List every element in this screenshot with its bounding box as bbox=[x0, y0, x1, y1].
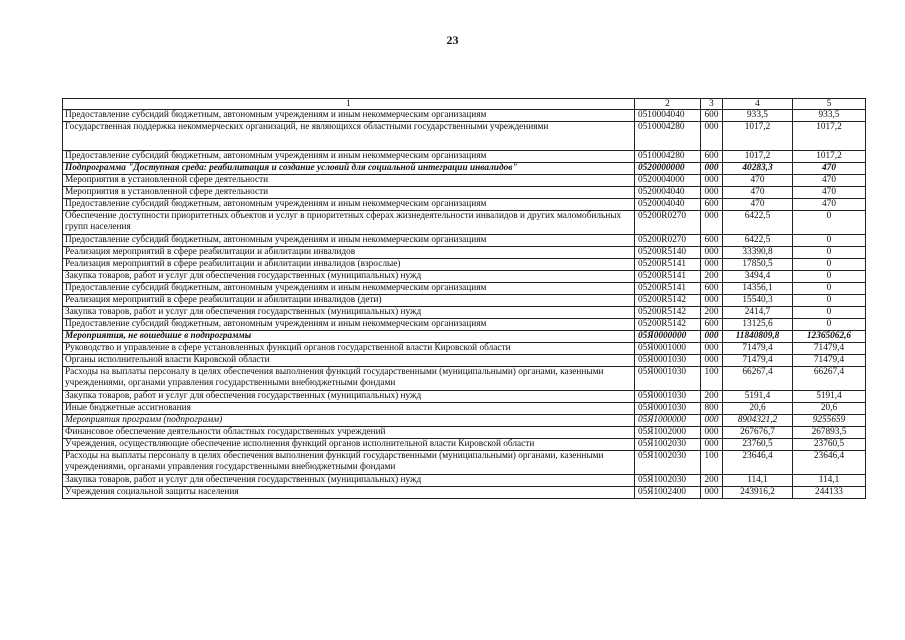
header-cell-5: 5 bbox=[793, 99, 866, 110]
row-code-cell: 0510004280 bbox=[635, 122, 701, 151]
row-amount-1-cell: 15540,3 bbox=[723, 295, 793, 307]
row-type-cell: 000 bbox=[701, 343, 723, 355]
row-name-cell: Органы исполнительной власти Кировской области bbox=[63, 355, 635, 367]
table-row bbox=[63, 391, 866, 403]
table-row bbox=[63, 439, 866, 451]
row-amount-2-cell: 1017,2 bbox=[793, 151, 866, 163]
row-code-cell: 05Я1000000 bbox=[635, 415, 701, 427]
table-row bbox=[63, 283, 866, 295]
row-code-cell: 05Я0001030 bbox=[635, 391, 701, 403]
row-amount-2-cell: 244133 bbox=[793, 487, 866, 499]
row-name-cell: Мероприятия программ (подпрограмм) bbox=[63, 415, 635, 427]
row-amount-2-cell: 0 bbox=[793, 211, 866, 235]
row-amount-2-cell: 0 bbox=[793, 271, 866, 283]
row-type-cell: 600 bbox=[701, 283, 723, 295]
row-code-cell: 05Я0001000 bbox=[635, 343, 701, 355]
row-name-cell: Предоставление субсидий бюджетным, автономным учреждениям и иным некоммерческим организациям bbox=[63, 283, 635, 295]
row-amount-2-cell: 0 bbox=[793, 247, 866, 259]
header-cell-1: 1 bbox=[63, 99, 635, 110]
row-type-cell: 100 bbox=[701, 367, 723, 391]
row-code-cell: 0520004000 bbox=[635, 175, 701, 187]
row-code-cell: 05200R5141 bbox=[635, 283, 701, 295]
row-name-cell: Закупка товаров, работ и услуг для обеспечения государственных (муниципальных) нужд bbox=[63, 271, 635, 283]
row-amount-2-cell: 470 bbox=[793, 187, 866, 199]
table-row bbox=[63, 187, 866, 199]
row-code-cell: 0520004040 bbox=[635, 187, 701, 199]
row-amount-1-cell: 17850,5 bbox=[723, 259, 793, 271]
row-type-cell: 000 bbox=[701, 331, 723, 343]
table-row bbox=[63, 367, 866, 391]
row-name-cell: Руководство и управление в сфере установленных функций органов государственной власти Кировской области bbox=[63, 343, 635, 355]
row-code-cell: 05Я1002400 bbox=[635, 487, 701, 499]
row-type-cell: 000 bbox=[701, 415, 723, 427]
row-amount-2-cell: 933,5 bbox=[793, 110, 866, 122]
row-type-cell: 000 bbox=[701, 355, 723, 367]
row-type-cell: 600 bbox=[701, 319, 723, 331]
table-row bbox=[63, 110, 866, 122]
row-amount-2-cell: 470 bbox=[793, 163, 866, 175]
row-name-cell: Мероприятия в установленной сфере деятельности bbox=[63, 175, 635, 187]
row-amount-2-cell: 5191,4 bbox=[793, 391, 866, 403]
row-amount-2-cell: 0 bbox=[793, 295, 866, 307]
row-amount-1-cell: 1017,2 bbox=[723, 151, 793, 163]
row-name-cell: Предоставление субсидий бюджетным, автономным учреждениям и иным некоммерческим организациям bbox=[63, 199, 635, 211]
table-row bbox=[63, 331, 866, 343]
row-amount-1-cell: 470 bbox=[723, 187, 793, 199]
row-name-cell: Подпрограмма "Доступная среда: реабилитация и создание условий для социальной интеграции инвалидов" bbox=[63, 163, 635, 175]
row-name-cell: Предоставление субсидий бюджетным, автономным учреждениям и иным некоммерческим организациям bbox=[63, 235, 635, 247]
row-amount-2-cell: 12365062,6 bbox=[793, 331, 866, 343]
row-code-cell: 05200R0270 bbox=[635, 235, 701, 247]
row-amount-1-cell: 14356,1 bbox=[723, 283, 793, 295]
row-code-cell: 05200R5141 bbox=[635, 259, 701, 271]
row-type-cell: 000 bbox=[701, 122, 723, 151]
row-amount-2-cell: 267893,5 bbox=[793, 427, 866, 439]
row-amount-2-cell: 0 bbox=[793, 235, 866, 247]
row-amount-1-cell: 66267,4 bbox=[723, 367, 793, 391]
table-row bbox=[63, 199, 866, 211]
row-name-cell: Расходы на выплаты персоналу в целях обеспечения выполнения функций государственными (муниципальными) органами, казенными учреждениями, органами управления государственными внебюджетными фондами bbox=[63, 367, 635, 391]
row-amount-1-cell: 6422,5 bbox=[723, 235, 793, 247]
row-name-cell: Обеспечение доступности приоритетных объектов и услуг в приоритетных сферах жизнедеятельности инвалидов и других маломобильных групп населения bbox=[63, 211, 635, 235]
row-name-cell: Учреждения, осуществляющие обеспечение исполнения функций органов исполнительной власти Кировской области bbox=[63, 439, 635, 451]
row-amount-1-cell: 1017,2 bbox=[723, 122, 793, 151]
row-type-cell: 000 bbox=[701, 175, 723, 187]
row-type-cell: 000 bbox=[701, 259, 723, 271]
row-type-cell: 000 bbox=[701, 295, 723, 307]
row-amount-1-cell: 114,1 bbox=[723, 475, 793, 487]
table-row bbox=[63, 211, 866, 235]
row-amount-2-cell: 1017,2 bbox=[793, 122, 866, 151]
row-code-cell: 05Я1002030 bbox=[635, 439, 701, 451]
row-name-cell: Предоставление субсидий бюджетным, автономным учреждениям и иным некоммерческим организациям bbox=[63, 110, 635, 122]
table-row bbox=[63, 319, 866, 331]
row-amount-1-cell: 8904321,2 bbox=[723, 415, 793, 427]
header-cell-3: 3 bbox=[701, 99, 723, 110]
row-code-cell: 05Я0001030 bbox=[635, 403, 701, 415]
row-name-cell: Закупка товаров, работ и услуг для обеспечения государственных (муниципальных) нужд bbox=[63, 391, 635, 403]
row-type-cell: 100 bbox=[701, 451, 723, 475]
row-amount-1-cell: 3494,4 bbox=[723, 271, 793, 283]
row-name-cell: Мероприятия в установленной сфере деятельности bbox=[63, 187, 635, 199]
table-row bbox=[63, 247, 866, 259]
row-amount-1-cell: 933,5 bbox=[723, 110, 793, 122]
row-type-cell: 000 bbox=[701, 187, 723, 199]
row-amount-1-cell: 470 bbox=[723, 199, 793, 211]
row-code-cell: 05Я0000000 bbox=[635, 331, 701, 343]
table-row bbox=[63, 235, 866, 247]
row-amount-1-cell: 20,6 bbox=[723, 403, 793, 415]
row-type-cell: 600 bbox=[701, 110, 723, 122]
row-type-cell: 000 bbox=[701, 211, 723, 235]
row-code-cell: 0510004280 bbox=[635, 151, 701, 163]
row-amount-1-cell: 243916,2 bbox=[723, 487, 793, 499]
row-name-cell: Реализация мероприятий в сфере реабилитации и абилитации инвалидов bbox=[63, 247, 635, 259]
row-code-cell: 05200R5142 bbox=[635, 319, 701, 331]
page-number: 23 bbox=[446, 33, 459, 47]
row-amount-1-cell: 40283,3 bbox=[723, 163, 793, 175]
row-type-cell: 200 bbox=[701, 391, 723, 403]
row-amount-1-cell: 71479,4 bbox=[723, 343, 793, 355]
table-row bbox=[63, 295, 866, 307]
row-amount-2-cell: 470 bbox=[793, 175, 866, 187]
row-amount-2-cell: 0 bbox=[793, 307, 866, 319]
row-amount-1-cell: 470 bbox=[723, 175, 793, 187]
row-amount-1-cell: 6422,5 bbox=[723, 211, 793, 235]
header-cell-4: 4 bbox=[723, 99, 793, 110]
table-row bbox=[63, 427, 866, 439]
row-type-cell: 200 bbox=[701, 475, 723, 487]
row-type-cell: 000 bbox=[701, 439, 723, 451]
row-code-cell: 0520000000 bbox=[635, 163, 701, 175]
row-amount-2-cell: 114,1 bbox=[793, 475, 866, 487]
budget-table-body bbox=[63, 99, 866, 499]
row-amount-2-cell: 0 bbox=[793, 319, 866, 331]
table-row bbox=[63, 343, 866, 355]
table-row bbox=[63, 163, 866, 175]
row-amount-2-cell: 20,6 bbox=[793, 403, 866, 415]
row-code-cell: 05200R0270 bbox=[635, 211, 701, 235]
row-amount-1-cell: 5191,4 bbox=[723, 391, 793, 403]
row-code-cell: 05200R5142 bbox=[635, 307, 701, 319]
table-row bbox=[63, 259, 866, 271]
table-row bbox=[63, 355, 866, 367]
row-name-cell: Мероприятия, не вошедшие в подпрограммы bbox=[63, 331, 635, 343]
row-name-cell: Расходы на выплаты персоналу в целях обеспечения выполнения функций государственными (муниципальными) органами, казенными учреждениями, органами управления государственными внебюджетными фондами bbox=[63, 451, 635, 475]
row-code-cell: 05Я1002030 bbox=[635, 475, 701, 487]
row-type-cell: 600 bbox=[701, 199, 723, 211]
row-type-cell: 200 bbox=[701, 271, 723, 283]
row-code-cell: 05200R5142 bbox=[635, 295, 701, 307]
row-name-cell: Иные бюджетные ассигнования bbox=[63, 403, 635, 415]
table-row bbox=[63, 415, 866, 427]
row-amount-2-cell: 71479,4 bbox=[793, 355, 866, 367]
table-row bbox=[63, 122, 866, 151]
table-row bbox=[63, 307, 866, 319]
row-name-cell: Закупка товаров, работ и услуг для обеспечения государственных (муниципальных) нужд bbox=[63, 307, 635, 319]
row-code-cell: 05Я0001030 bbox=[635, 355, 701, 367]
row-type-cell: 000 bbox=[701, 427, 723, 439]
table-header-row bbox=[63, 99, 866, 110]
row-amount-2-cell: 0 bbox=[793, 259, 866, 271]
table-row bbox=[63, 403, 866, 415]
row-amount-1-cell: 2414,7 bbox=[723, 307, 793, 319]
table-row bbox=[63, 487, 866, 499]
row-amount-2-cell: 23646,4 bbox=[793, 451, 866, 475]
table-row bbox=[63, 175, 866, 187]
row-amount-2-cell: 470 bbox=[793, 199, 866, 211]
row-type-cell: 000 bbox=[701, 487, 723, 499]
table-row bbox=[63, 451, 866, 475]
row-amount-2-cell: 71479,4 bbox=[793, 343, 866, 355]
table-row bbox=[63, 151, 866, 163]
row-name-cell: Предоставление субсидий бюджетным, автономным учреждениям и иным некоммерческим организациям bbox=[63, 151, 635, 163]
row-code-cell: 05Я1002000 bbox=[635, 427, 701, 439]
row-type-cell: 600 bbox=[701, 151, 723, 163]
table-row bbox=[63, 475, 866, 487]
header-cell-2: 2 bbox=[635, 99, 701, 110]
row-code-cell: 0510004040 bbox=[635, 110, 701, 122]
row-name-cell: Реализация мероприятий в сфере реабилитации и абилитации инвалидов (дети) bbox=[63, 295, 635, 307]
budget-table bbox=[62, 98, 866, 499]
row-code-cell: 05Я0001030 bbox=[635, 367, 701, 391]
row-code-cell: 0520004040 bbox=[635, 199, 701, 211]
row-name-cell: Закупка товаров, работ и услуг для обеспечения государственных (муниципальных) нужд bbox=[63, 475, 635, 487]
row-type-cell: 000 bbox=[701, 163, 723, 175]
row-amount-2-cell: 23760,5 bbox=[793, 439, 866, 451]
row-type-cell: 000 bbox=[701, 247, 723, 259]
row-amount-1-cell: 71479,4 bbox=[723, 355, 793, 367]
row-type-cell: 200 bbox=[701, 307, 723, 319]
row-name-cell: Реализация мероприятий в сфере реабилитации и абилитации инвалидов (взрослые) bbox=[63, 259, 635, 271]
row-name-cell: Предоставление субсидий бюджетным, автономным учреждениям и иным некоммерческим организациям bbox=[63, 319, 635, 331]
row-amount-1-cell: 23760,5 bbox=[723, 439, 793, 451]
row-amount-2-cell: 9255659 bbox=[793, 415, 866, 427]
row-code-cell: 05Я1002030 bbox=[635, 451, 701, 475]
row-code-cell: 05200R5140 bbox=[635, 247, 701, 259]
row-name-cell: Учреждения социальной защиты населения bbox=[63, 487, 635, 499]
row-type-cell: 800 bbox=[701, 403, 723, 415]
row-amount-1-cell: 13125,6 bbox=[723, 319, 793, 331]
row-amount-1-cell: 33390,8 bbox=[723, 247, 793, 259]
row-amount-1-cell: 11840809,8 bbox=[723, 331, 793, 343]
table-row bbox=[63, 271, 866, 283]
row-name-cell: Государственная поддержка некоммерческих организаций, не являющихся областными государственными учреждениями bbox=[63, 122, 635, 151]
row-amount-2-cell: 66267,4 bbox=[793, 367, 866, 391]
row-amount-1-cell: 23646,4 bbox=[723, 451, 793, 475]
row-code-cell: 05200R5141 bbox=[635, 271, 701, 283]
row-name-cell: Финансовое обеспечение деятельности областных государственных учреждений bbox=[63, 427, 635, 439]
row-amount-1-cell: 267676,7 bbox=[723, 427, 793, 439]
row-type-cell: 600 bbox=[701, 235, 723, 247]
row-amount-2-cell: 0 bbox=[793, 283, 866, 295]
